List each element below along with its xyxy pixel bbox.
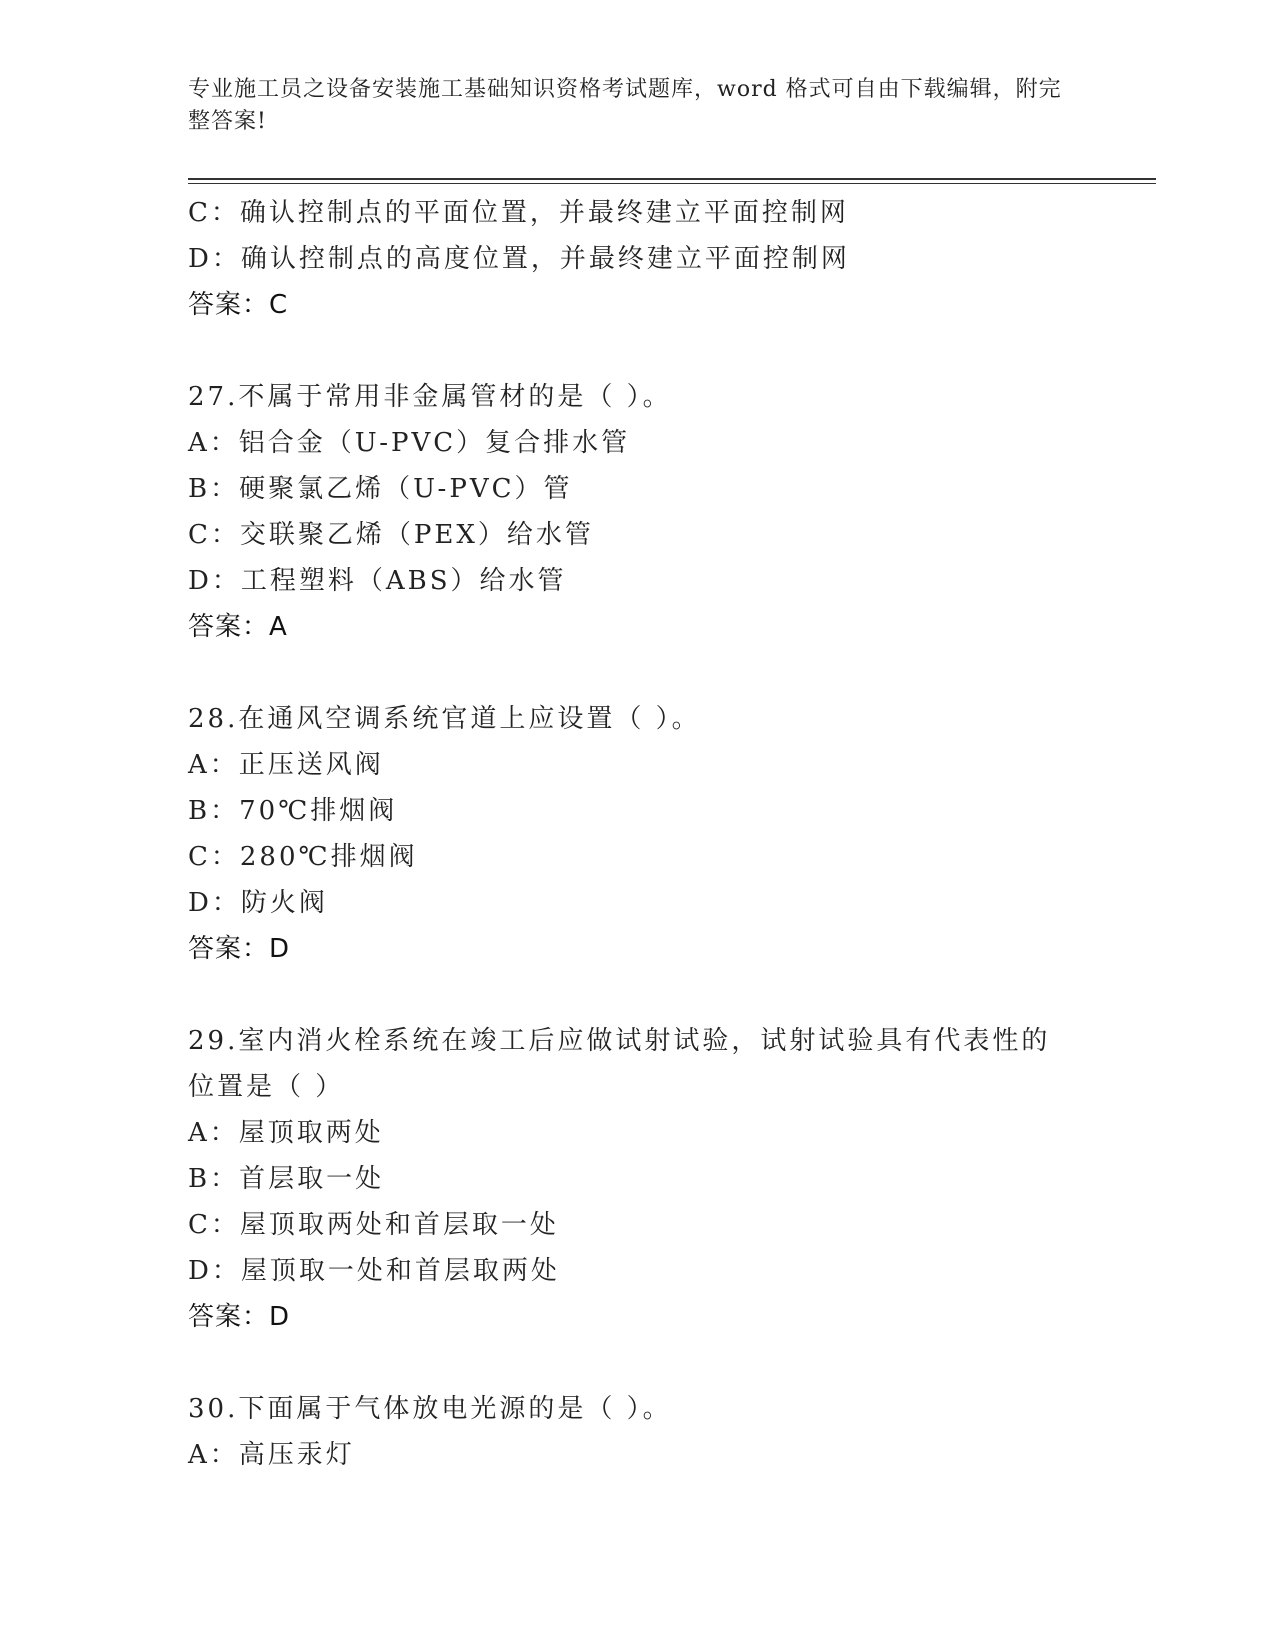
question-block-27 xyxy=(188,374,1088,650)
header-divider-thick xyxy=(188,178,1156,180)
option-b: B：硬聚氯乙烯（U-PVC）管 xyxy=(188,474,573,504)
question-text: 29.室内消火栓系统在竣工后应做试射试验，试射试验具有代表性的位置是（ ） xyxy=(188,1026,1051,1102)
option-d: D：防火阀 xyxy=(188,888,328,918)
question-block-29 xyxy=(188,1018,1088,1340)
option-d: D：屋顶取一处和首层取两处 xyxy=(188,1256,560,1286)
header-divider-thin xyxy=(188,183,1156,184)
spacer xyxy=(188,328,1088,374)
option-a: A：铝合金（U-PVC）复合排水管 xyxy=(188,428,631,458)
answer-line: 答案：D xyxy=(188,934,291,964)
option-a: A：正压送风阀 xyxy=(188,750,384,780)
question-block-28 xyxy=(188,696,1088,972)
question-text: 30.下面属于气体放电光源的是（ ）。 xyxy=(188,1394,672,1424)
option-c: C：280℃排烟阀 xyxy=(188,842,418,872)
option-c: C：屋顶取两处和首层取一处 xyxy=(188,1210,559,1240)
option-d: D：确认控制点的高度位置，并最终建立平面控制网 xyxy=(188,244,850,274)
answer-line: 答案：D xyxy=(188,1302,291,1332)
option-c: C：确认控制点的平面位置，并最终建立平面控制网 xyxy=(188,198,849,228)
option-d: D：工程塑料（ABS）给水管 xyxy=(188,566,567,596)
answer-line: 答案：A xyxy=(188,612,288,642)
question-list xyxy=(188,190,1088,1478)
option-b: B：70℃排烟阀 xyxy=(188,796,398,826)
answer-line: 答案：C xyxy=(188,290,289,320)
option-a: A：屋顶取两处 xyxy=(188,1118,384,1148)
option-b: B：首层取一处 xyxy=(188,1164,385,1194)
option-c: C：交联聚乙烯（PEX）给水管 xyxy=(188,520,594,550)
option-a: A：高压汞灯 xyxy=(188,1440,355,1470)
question-text: 27.不属于常用非金属管材的是（ ）。 xyxy=(188,382,672,412)
spacer xyxy=(188,972,1088,1018)
question-text: 28.在通风空调系统官道上应设置（ ）。 xyxy=(188,704,701,734)
spacer xyxy=(188,1340,1088,1386)
question-block-26 xyxy=(188,190,1088,328)
question-block-30 xyxy=(188,1386,1088,1478)
spacer xyxy=(188,650,1088,696)
document-header: 专业施工员之设备安装施工基础知识资格考试题库，word 格式可自由下载编辑，附完整答案! xyxy=(188,77,1062,134)
